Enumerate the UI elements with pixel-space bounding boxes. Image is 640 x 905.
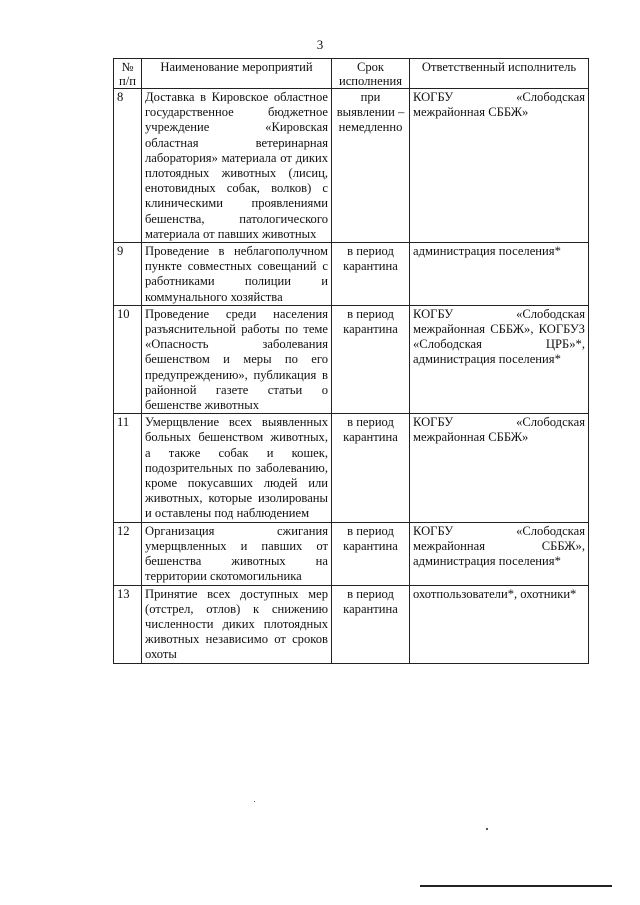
table-row — [114, 585, 589, 663]
scan-speck — [254, 801, 255, 802]
row-name: Проведение среди населения разъяснительной работы по теме «Опасность заболевания бешенством и меры по его предупреждению», публикация в районной газете статьи о бешенстве животных — [142, 305, 332, 413]
table-row — [114, 89, 589, 243]
row-term: в период карантина — [332, 522, 410, 585]
row-num: 8 — [114, 89, 142, 243]
row-term: в период карантина — [332, 305, 410, 413]
row-num: 10 — [114, 305, 142, 413]
row-name: Принятие всех доступных мер (отстрел, отлов) к снижению численности диких плотоядных животных независимо от сроков охоты — [142, 585, 332, 663]
row-term: в период карантина — [332, 585, 410, 663]
row-term: в период карантина — [332, 243, 410, 306]
row-executor: охотпользователи*, охотники* — [410, 585, 589, 663]
row-executor: КОГБУ «Слободская межрайонная СББЖ», КОГБУЗ «Слободская ЦРБ»*, администрация поселения* — [410, 305, 589, 413]
row-num: 9 — [114, 243, 142, 306]
table-row — [114, 414, 589, 522]
header-num: № п/п — [114, 59, 142, 89]
row-executor: КОГБУ «Слободская межрайонная СББЖ», администрация поселения* — [410, 522, 589, 585]
row-term: в период карантина — [332, 414, 410, 522]
row-name: Проведение в неблагополучном пункте совместных совещаний с работниками полиции и коммунального хозяйства — [142, 243, 332, 306]
row-num: 13 — [114, 585, 142, 663]
header-term: Срок исполнения — [332, 59, 410, 89]
scan-speck — [486, 828, 488, 830]
row-name: Умерщвление всех выявленных больных бешенством животных, а также собак и кошек, подозрительных по заболеванию, кроме покусавших людей или животных, которые изолированы и оставлены под наблюдением — [142, 414, 332, 522]
row-name: Организация сжигания умерщвленных и павших от бешенства животных на территории скотомогильника — [142, 522, 332, 585]
table-row — [114, 522, 589, 585]
header-executor: Ответственный исполнитель — [410, 59, 589, 89]
row-name: Доставка в Кировское областное государственное бюджетное учреждение «Кировская областная ветеринарная лаборатория» материала от диких плотоядных животных (лисиц, енотовидных собак, волков) с клиническими проявлениями бешенства, патологического материала от павших животных — [142, 89, 332, 243]
table-row — [114, 305, 589, 413]
measures-table — [113, 58, 589, 664]
row-num: 11 — [114, 414, 142, 522]
row-executor: администрация поселения* — [410, 243, 589, 306]
row-executor: КОГБУ «Слободская межрайонная СББЖ» — [410, 414, 589, 522]
row-num: 12 — [114, 522, 142, 585]
table-row — [114, 243, 589, 306]
row-term: при выявлении – немедленно — [332, 89, 410, 243]
bottom-rule — [420, 885, 612, 887]
header-name: Наименование мероприятий — [142, 59, 332, 89]
page-number: 3 — [316, 37, 324, 52]
table-header — [114, 59, 589, 89]
row-executor: КОГБУ «Слободская межрайонная СББЖ» — [410, 89, 589, 243]
